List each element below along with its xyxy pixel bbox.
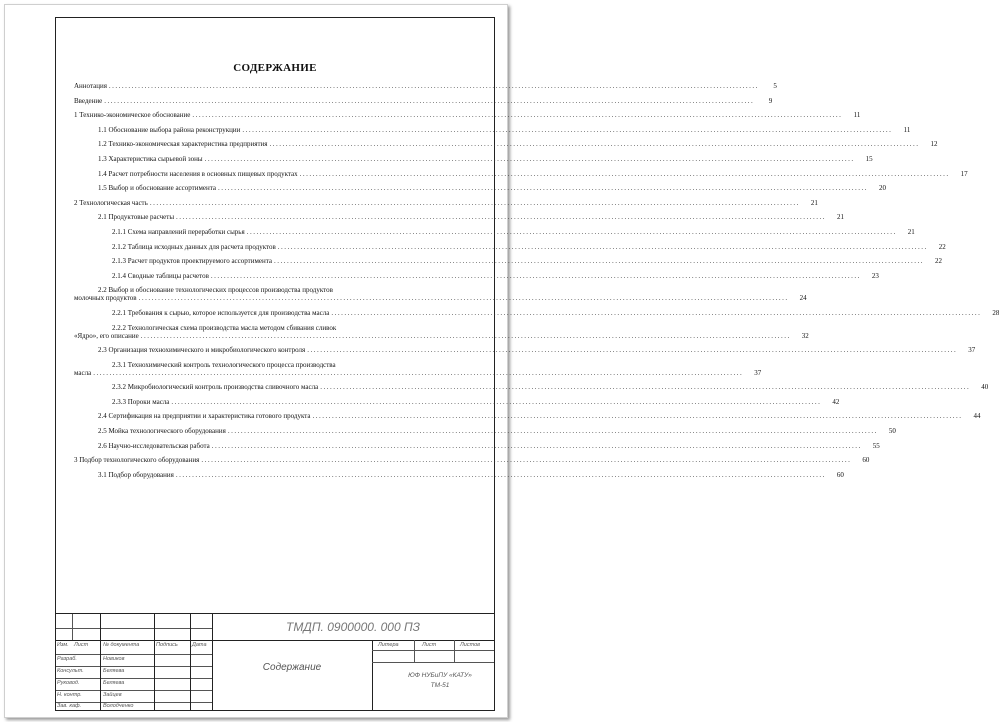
toc-page-number: 40 (981, 383, 989, 392)
toc-leader-dots: ........................................................................................................................................................................................................ (104, 96, 755, 105)
toc-entry (74, 198, 818, 207)
toc-leader-dots: ........................................................................................................................................................................................................ (307, 346, 958, 355)
toc-leader-dots: ........................................................................................................................................................................................................ (204, 154, 855, 163)
toc-entry (74, 294, 807, 303)
toc-leader-dots: ........................................................................................................................................................................................................ (218, 184, 869, 193)
toc-entry-text: 3.1 Подбор оборудования (98, 470, 174, 479)
stamp-name: Зайцев (103, 692, 122, 698)
toc-entry-text: 1.5 Выбор и обоснование ассортимента (98, 184, 217, 193)
toc-entry (74, 184, 887, 193)
toc-page-number: 5 (773, 82, 777, 90)
toc-entry (74, 346, 976, 355)
toc-page-number: 21 (810, 198, 818, 207)
title-block (56, 613, 494, 710)
toc-leader-dots: ........................................................................................................................................................................................................ (312, 412, 963, 421)
stamp-litera-header: Литера (378, 642, 399, 648)
toc-page-number: 12 (930, 140, 938, 149)
toc-entry-text: 2.2.2 Технологическая схема производства масла методом сбивания сливок (112, 323, 337, 332)
stamp-name: Новиков (103, 656, 125, 662)
toc-leader-dots: ........................................................................................................................................................................................................ (274, 257, 925, 266)
toc-entry-text: молочных продуктов (74, 294, 137, 303)
toc-leader-dots: ........................................................................................................................................................................................................ (108, 82, 759, 90)
toc-entry-text: 2.2 Выбор и обоснование технологических процессов производства продуктов (98, 286, 333, 295)
toc-entry-text: 2 Технологическая часть (74, 198, 148, 207)
toc-entry-text: Введение (74, 96, 103, 105)
toc-leader-dots: ........................................................................................................................................................................................................ (227, 427, 878, 436)
toc-page-number: 44 (973, 412, 981, 421)
stamp-header-change: Изм. (57, 642, 69, 648)
toc-entry-text: «Ядро», его описание (74, 331, 139, 340)
toc-entry (74, 82, 777, 90)
document-sheet (4, 4, 999, 718)
toc-entry-text: 2.1.2 Таблица исходных данных для расчета продуктов (112, 242, 276, 251)
toc-entry (74, 470, 844, 479)
toc-entry-text: 1.4 Расчет потребности населения в основных пищевых продуктах (98, 169, 298, 178)
toc-page-number: 28 (992, 308, 999, 317)
toc-entry (74, 441, 880, 450)
toc-leader-dots: ........................................................................................................................................................................................................ (138, 294, 789, 303)
toc-leader-dots: ........................................................................................................................................................................................................ (320, 383, 971, 392)
toc-leader-dots: ........................................................................................................................................................................................................ (176, 213, 827, 222)
toc-entry-text: 3 Подбор технологического оборудования (74, 456, 200, 465)
toc-page-number: 22 (938, 242, 946, 251)
toc-leader-dots: ........................................................................................................................................................................................................ (269, 140, 920, 149)
stamp-header-date: Дата (192, 642, 207, 648)
toc-page-number: 42 (832, 397, 840, 406)
stamp-header-signature: Подпись (156, 642, 178, 648)
toc-entry (74, 412, 981, 421)
toc-entry-text: 2.3 Организация технохимического и микробиологического контроля (98, 346, 306, 355)
toc-leader-dots: ........................................................................................................................................................................................................ (93, 368, 744, 377)
toc-entry-text: 2.4 Сертификация на предприятии и характеристика готового продукта (98, 412, 311, 421)
stamp-sheet-header: Лист (422, 642, 437, 648)
toc-page-number: 24 (799, 294, 807, 303)
toc-entry-text: 2.3.1 Технохимический контроль технологического процесса производства (112, 360, 336, 369)
toc-entry (74, 427, 896, 436)
toc-entry-text: 2.1.3 Расчет продуктов проектируемого ассортимента (112, 257, 273, 266)
toc-entry (74, 383, 989, 392)
toc-entry-text: 2.1 Продуктовые расчеты (98, 213, 175, 222)
toc-leader-dots: ........................................................................................................................................................................................................ (331, 308, 982, 317)
toc-leader-dots: ........................................................................................................................................................................................................ (210, 271, 861, 280)
stamp-role: Зав. каф. (57, 703, 82, 709)
stamp-role: Н. контр. (57, 692, 82, 698)
group-code: ТМ-51 (430, 682, 450, 689)
toc-leader-dots: ........................................................................................................................................................................................................ (211, 441, 862, 450)
toc-entry (74, 169, 968, 178)
toc-entry-text: 2.1.1 Схема направлений переработки сырья (112, 227, 245, 236)
document-code: ТМДП. 0900000. 000 ПЗ (285, 620, 421, 634)
toc-entry (74, 242, 946, 251)
toc-entry (74, 286, 466, 294)
stamp-sheets-header: Листов (460, 642, 481, 648)
toc-leader-dots: ........................................................................................................................................................................................................ (299, 169, 950, 178)
toc-entry-text: Аннотация (74, 82, 107, 90)
toc-page-number: 9 (768, 96, 773, 105)
toc-entry (74, 96, 773, 105)
stamp-role: Разраб. (57, 656, 77, 662)
toc-entry (74, 308, 999, 317)
toc-entry-text: 2.1.4 Сводные таблицы расчетов (112, 271, 209, 280)
stamp-name: Беляева (103, 668, 125, 674)
toc-page-number: 60 (862, 456, 870, 465)
toc-leader-dots: ........................................................................................................................................................................................................ (277, 242, 928, 251)
toc-page-number: 37 (968, 346, 976, 355)
drawing-frame (55, 17, 999, 711)
toc-page-number: 37 (754, 368, 762, 377)
toc-page-number: 11 (903, 125, 911, 134)
toc-page-number: 15 (865, 154, 873, 163)
toc-page-number: 11 (853, 111, 861, 120)
document-title: Содержание (262, 662, 322, 673)
toc-entry (74, 271, 879, 280)
toc-entry (74, 331, 809, 340)
stamp-name: Володченко (103, 703, 134, 709)
toc-leader-dots: ........................................................................................................................................................................................................ (149, 198, 800, 207)
toc-leader-dots: ........................................................................................................................................................................................................ (140, 331, 791, 340)
toc-page-number: 55 (872, 441, 880, 450)
stamp-header-docno: № документа (103, 642, 140, 648)
stamp-name: Беляева (103, 680, 125, 686)
toc-entry (74, 257, 943, 266)
toc-entry-text: 1 Технико-экономическое обоснование (74, 111, 191, 120)
table-of-contents (74, 82, 999, 479)
toc-page-number: 20 (879, 184, 887, 193)
stamp-role: Консульт. (57, 668, 84, 674)
toc-page-number: 22 (935, 257, 943, 266)
stamp-header-sheet: Лист (74, 642, 89, 648)
toc-leader-dots: ........................................................................................................................................................................................................ (175, 470, 826, 479)
toc-entry (74, 324, 466, 332)
toc-page-number: 17 (960, 169, 968, 178)
toc-leader-dots: ........................................................................................................................................................................................................ (242, 125, 893, 134)
toc-entry-text: 2.2.1 Требования к сырью, которое используется для производства масла (112, 308, 330, 317)
toc-entry-text: 2.6 Научно-исследовательская работа (98, 441, 210, 450)
toc-entry-text: 1.1 Обоснование выбора района реконструкции (98, 125, 241, 134)
toc-leader-dots: ........................................................................................................................................................................................................ (201, 456, 852, 465)
toc-entry (74, 227, 915, 236)
toc-leader-dots: ........................................................................................................................................................................................................ (192, 111, 843, 120)
toc-entry (74, 111, 861, 120)
toc-page-number: 50 (888, 427, 896, 436)
toc-entry-text: 2.3.3 Пороки масла (112, 397, 170, 406)
toc-page-number: 32 (801, 331, 809, 340)
toc-leader-dots: ........................................................................................................................................................................................................ (171, 397, 822, 406)
toc-entry (74, 125, 911, 134)
toc-entry (74, 368, 762, 377)
toc-entry (74, 456, 870, 465)
toc-entry-text: 2.5 Мойка технологического оборудования (98, 427, 226, 436)
page-title: СОДЕРЖАНИЕ (233, 62, 317, 74)
toc-entry (74, 361, 466, 369)
toc-entry (74, 154, 873, 163)
toc-page-number: 60 (836, 470, 844, 479)
stamp-role: Руковод. (57, 680, 80, 686)
toc-entry (74, 140, 938, 149)
toc-entry (74, 397, 840, 406)
toc-entry-text: 1.2 Технико-экономическая характеристика предприятия (98, 140, 268, 149)
toc-entry-text: 1.3 Характеристика сырьевой зоны (98, 154, 203, 163)
toc-page-number: 23 (871, 271, 879, 280)
toc-leader-dots: ........................................................................................................................................................................................................ (246, 227, 897, 236)
toc-entry-text: 2.3.2 Микробиологический контроль производства сливочного масла (112, 383, 319, 392)
organization-name: ЮФ НУБиПУ «КАТУ» (408, 672, 472, 679)
toc-page-number: 21 (837, 213, 845, 222)
toc-entry-text: масла (74, 368, 92, 377)
toc-page-number: 21 (907, 227, 915, 236)
toc-entry (74, 213, 845, 222)
